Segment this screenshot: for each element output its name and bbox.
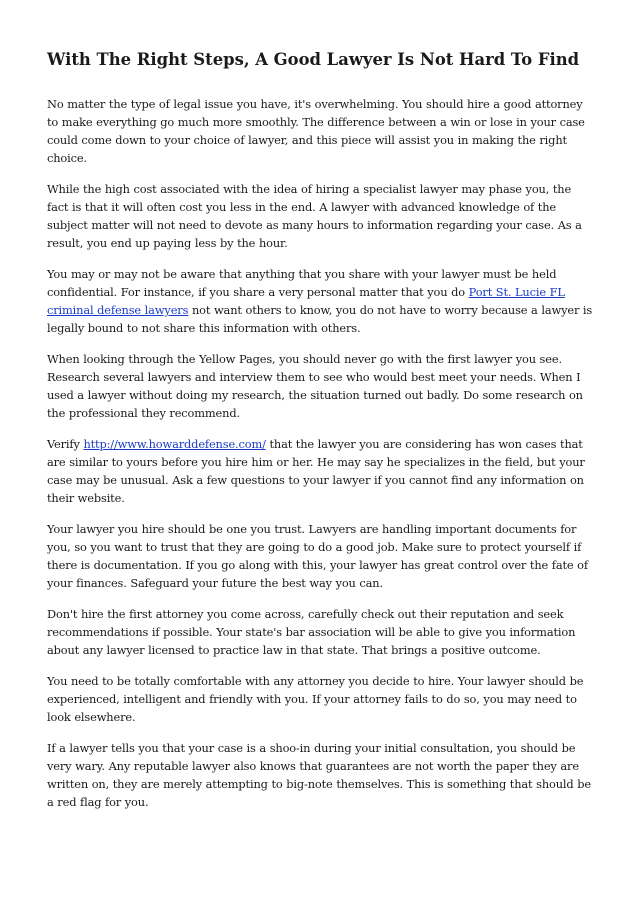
paragraph-4: When looking through the Yellow Pages, you should never go with the first lawyer you see. Research several lawyers and interview them to see who would best meet your needs. When I used a lawyer without doing my research, the situation turned out badly. Do some research on the professional they recommend.: [47, 352, 583, 420]
paragraph-5-text-end: that the lawyer you are considering has won cases that are similar to yours before you hire him or her. He may say he specializes in the field, but your case may be unusual. Ask a few questions to your lawyer if you cannot find any information on their website.: [47, 437, 585, 505]
paragraph-2: While the high cost associated with the idea of hiring a specialist lawyer may phase you, the fact is that it will often cost you less in the end. A lawyer with advanced knowledge of the subject matter will not need to devote as many hours to information regarding your case. As a result, you end up paying less by the hour.: [47, 182, 582, 250]
paragraph-9: If a lawyer tells you that your case is a shoo-in during your initial consultation, you should be very wary. Any reputable lawyer also knows that guarantees are not worth the paper they are written on, they are merely attempting to big-note themselves. This is something that should be a red flag for you.: [47, 741, 591, 809]
document-title: With The Right Steps, A Good Lawyer Is Not Hard To Find: [47, 50, 580, 69]
criminal-defense-lawyers-link[interactable]: Port St. Lucie FL criminal defense lawyers: [47, 285, 565, 317]
paragraph-5: [47, 435, 593, 507]
paragraph-3: [47, 265, 593, 337]
paragraph-6: Your lawyer you hire should be one you trust. Lawyers are handling important documents for you, so you want to trust that they are going to do a good job. Make sure to protect yourself if there is documentation. If you go along with this, your lawyer has great control over the fate of your finances. Safeguard your future the best way you can.: [47, 522, 588, 590]
howard-defense-link[interactable]: http://www.howarddefense.com/: [83, 437, 266, 451]
paragraph-7: Don't hire the first attorney you come across, carefully check out their reputation and seek recommendations if possible. Your state's bar association will be able to give you information about any lawyer licensed to practice law in that state. That brings a positive outcome.: [47, 607, 576, 657]
paragraph-1: No matter the type of legal issue you have, it's overwhelming. You should hire a good attorney to make everything go much more smoothly. The difference between a win or lose in your case could come down to your choice of lawyer, and this piece will assist you in making the right choice.: [47, 97, 585, 165]
paragraph-5-text-start: Verify: [47, 437, 84, 451]
paragraph-3-text-end: not want others to know, you do not have to worry because a lawyer is legally bound to not share this information with others.: [47, 303, 593, 335]
paragraph-8: You need to be totally comfortable with any attorney you decide to hire. Your lawyer should be experienced, intelligent and friendly with you. If your attorney fails to do so, you may need to look elsewhere.: [47, 674, 584, 724]
paragraph-3-text-start: You may or may not be aware that anything that you share with your lawyer must be held confidential. For instance, if you share a very personal matter that you do: [47, 267, 557, 299]
document-page: [47, 49, 593, 824]
